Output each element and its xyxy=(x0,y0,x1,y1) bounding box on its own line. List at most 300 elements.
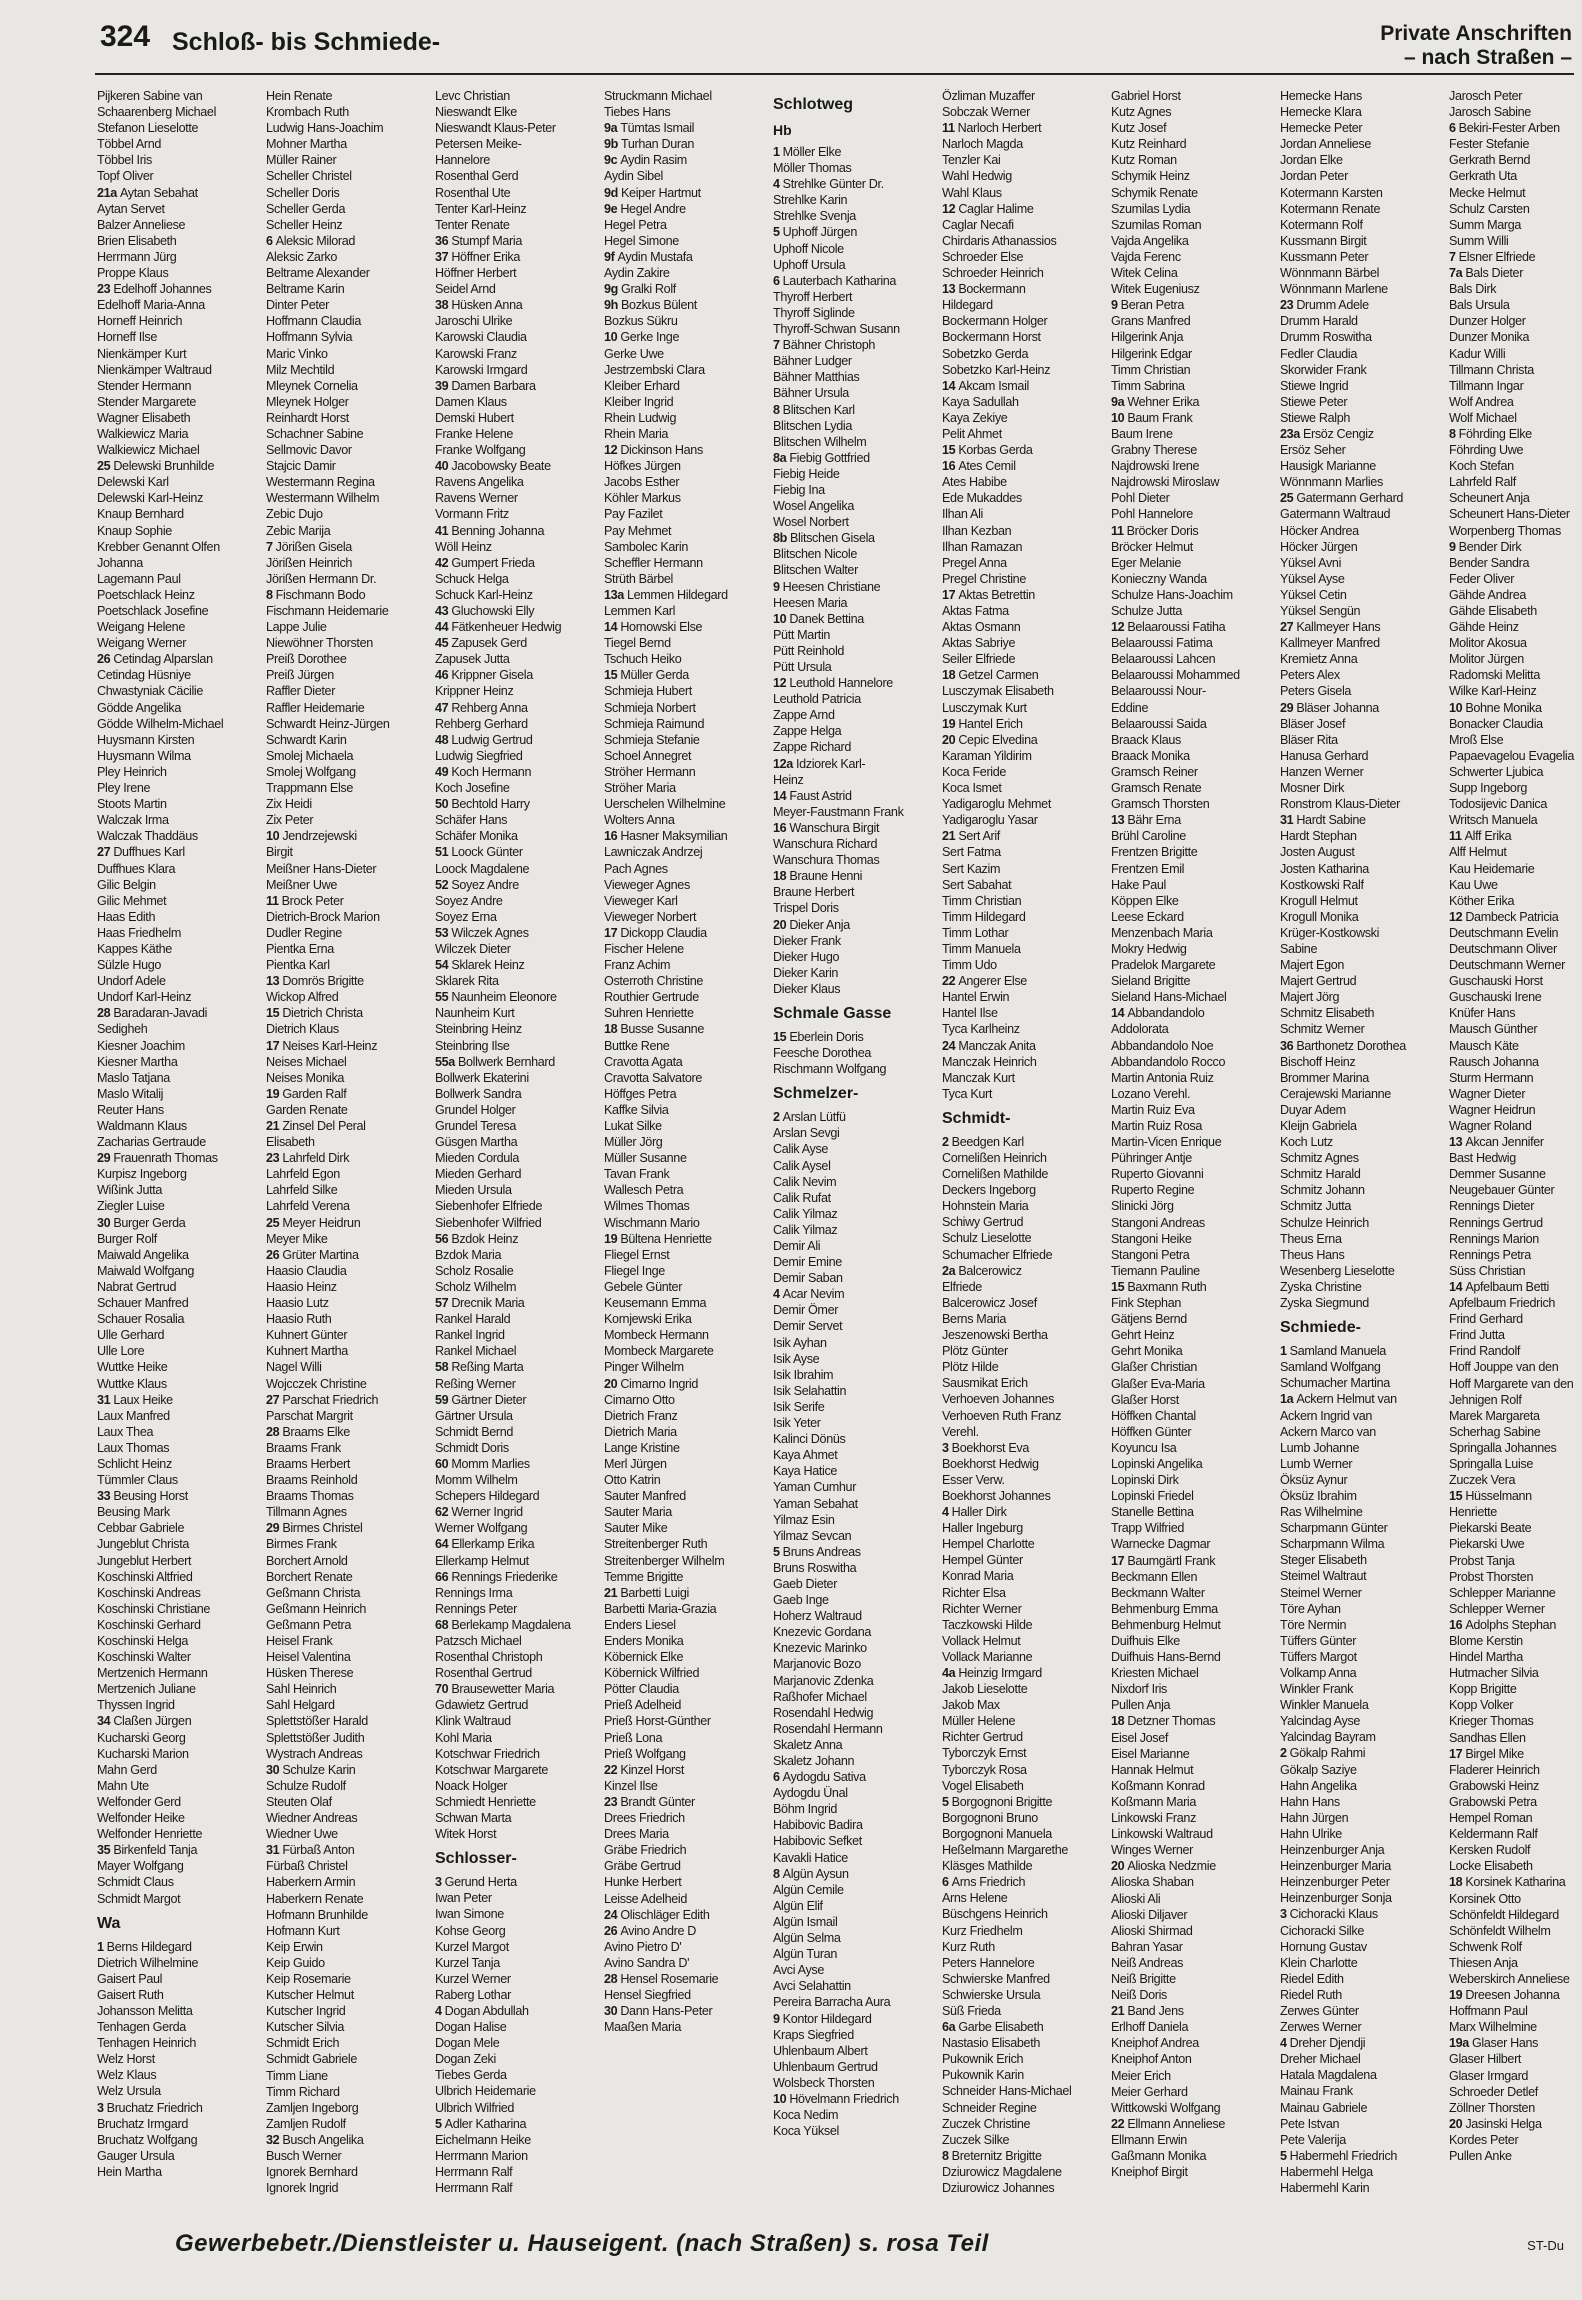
resident-entry xyxy=(604,1955,768,1971)
resident-name: Weigang Werner xyxy=(97,636,187,651)
directory-column xyxy=(95,88,263,2218)
resident-name: Zuczek Vera xyxy=(1449,1473,1516,1488)
resident-entry xyxy=(1280,1231,1444,1247)
resident-entry xyxy=(266,201,430,217)
resident-name: Skaletz Johann xyxy=(773,1754,855,1768)
resident-entry xyxy=(1280,88,1444,104)
resident-entry xyxy=(1449,683,1575,699)
resident-name: Ilhan Ali xyxy=(942,507,983,522)
resident-entry xyxy=(1280,1038,1444,1054)
resident-name: Isik Ibrahim xyxy=(773,1367,834,1382)
resident-entry xyxy=(97,941,261,957)
resident-name: Siebenhofer Elfriede xyxy=(435,1199,543,1214)
resident-name: Samland Manuela xyxy=(1289,1344,1386,1359)
resident-entry xyxy=(604,828,768,844)
resident-entry xyxy=(97,2083,261,2099)
resident-entry xyxy=(773,1608,937,1624)
house-number: 9a xyxy=(604,121,618,136)
resident-name: Leese Eckard xyxy=(1111,909,1184,924)
resident-entry xyxy=(942,571,1106,587)
resident-entry xyxy=(97,1778,261,1794)
resident-entry xyxy=(942,1198,1106,1214)
resident-name: Tavan Frank xyxy=(604,1167,670,1182)
resident-entry xyxy=(435,2132,599,2148)
resident-entry xyxy=(97,1713,261,1729)
resident-name: Birgit xyxy=(266,845,293,860)
resident-name: Schmidt Doris xyxy=(435,1440,509,1455)
resident-name: Zyska Christine xyxy=(1280,1279,1362,1294)
resident-name: Kostkowski Ralf xyxy=(1280,877,1364,892)
resident-name: Cetindag Hüsniye xyxy=(97,668,191,683)
house-number: 29 xyxy=(266,1521,280,1536)
house-number: 66 xyxy=(435,1569,449,1584)
resident-name: Pühringer Antje xyxy=(1111,1151,1192,1166)
resident-name: Kinzel Horst xyxy=(620,1762,685,1777)
house-number: 20 xyxy=(1111,1859,1125,1874)
resident-name: Mleynek Cornelia xyxy=(266,378,358,393)
resident-entry xyxy=(1449,1553,1575,1569)
resident-name: Höffner Erika xyxy=(451,249,521,264)
resident-entry xyxy=(1280,442,1444,458)
resident-entry xyxy=(1449,957,1575,973)
resident-entry xyxy=(604,1343,768,1359)
resident-entry xyxy=(435,1182,599,1198)
resident-name: Zacharias Gertraude xyxy=(97,1135,206,1150)
resident-entry xyxy=(435,909,599,925)
resident-name: Isik Serife xyxy=(773,1399,825,1414)
resident-name: Dudler Regine xyxy=(266,925,342,940)
resident-entry xyxy=(97,1054,261,1070)
resident-name: Schauer Rosalia xyxy=(97,1312,185,1327)
resident-entry xyxy=(266,152,430,168)
resident-entry xyxy=(1280,1520,1444,1536)
resident-entry xyxy=(604,1166,768,1182)
resident-name: Scholz Wilhelm xyxy=(435,1279,517,1294)
resident-name: Henriette xyxy=(1449,1505,1497,1520)
resident-name: Brandt Günter xyxy=(620,1794,695,1809)
resident-entry xyxy=(773,337,937,353)
resident-name: Alioski Ali xyxy=(1111,1891,1161,1906)
house-number: 18 xyxy=(773,869,787,884)
resident-name: Kaya Ahmet xyxy=(773,1448,838,1463)
resident-entry xyxy=(435,1536,599,1552)
resident-entry xyxy=(97,458,261,474)
resident-name: Mecke Helmut xyxy=(1449,185,1526,200)
resident-entry xyxy=(266,1440,430,1456)
resident-name: Baumgärtl Frank xyxy=(1127,1553,1216,1568)
resident-entry xyxy=(1449,861,1575,877)
resident-entry xyxy=(942,2132,1106,2148)
resident-name: Wystrach Andreas xyxy=(266,1746,363,1761)
resident-entry xyxy=(604,1488,768,1504)
resident-entry xyxy=(604,796,768,812)
resident-name: Theus Hans xyxy=(1280,1247,1345,1262)
resident-name: Isik Ayhan xyxy=(773,1335,827,1350)
resident-name: Schroeder Heinrich xyxy=(942,266,1044,281)
resident-name: Demmer Susanne xyxy=(1449,1167,1546,1182)
resident-entry xyxy=(1280,1488,1444,1504)
resident-name: Pete Valerija xyxy=(1280,2132,1346,2147)
resident-name: Majert Gertrud xyxy=(1280,974,1357,989)
resident-entry xyxy=(604,1601,768,1617)
resident-entry xyxy=(435,1392,599,1408)
resident-entry xyxy=(435,1713,599,1729)
resident-entry xyxy=(1280,1391,1444,1407)
resident-name: Avino Sandra D' xyxy=(604,1955,690,1970)
resident-name: Jeszenowski Bertha xyxy=(942,1328,1048,1343)
resident-entry xyxy=(942,378,1106,394)
resident-name: Belaaroussi Mohammed xyxy=(1111,668,1240,683)
resident-name: Stiewe Ralph xyxy=(1280,410,1351,425)
resident-name: Ackern Marco van xyxy=(1280,1424,1376,1439)
resident-entry xyxy=(435,1504,599,1520)
resident-entry xyxy=(435,1697,599,1713)
resident-name: Thyroff Herbert xyxy=(773,289,853,304)
resident-name: Knaup Sophie xyxy=(97,523,172,538)
resident-name: Hantel Ilse xyxy=(942,1006,998,1021)
resident-name: Poetschlack Josefine xyxy=(97,604,209,618)
house-number: 55 xyxy=(435,990,449,1005)
resident-entry xyxy=(266,796,430,812)
resident-entry xyxy=(1280,716,1444,732)
resident-entry xyxy=(1111,780,1275,796)
resident-name: Koschinski Andreas xyxy=(97,1585,201,1600)
house-number: 62 xyxy=(435,1505,449,1520)
resident-entry xyxy=(942,587,1106,603)
resident-name: Pullen Anke xyxy=(1449,2149,1512,2163)
resident-entry xyxy=(773,1914,937,1930)
resident-entry xyxy=(97,2132,261,2148)
resident-entry xyxy=(1449,426,1575,442)
resident-name: Algün Elif xyxy=(773,1898,823,1913)
resident-entry xyxy=(1111,1874,1275,1890)
resident-entry xyxy=(435,1231,599,1247)
resident-entry xyxy=(435,1038,599,1054)
resident-name: Kordes Peter xyxy=(1449,2132,1519,2147)
resident-name: Burger Rolf xyxy=(97,1231,157,1246)
resident-name: Sobetzko Gerda xyxy=(942,346,1029,361)
resident-entry xyxy=(604,1038,768,1054)
resident-name: Hahn Angelika xyxy=(1280,1778,1357,1793)
resident-entry xyxy=(1280,1247,1444,1263)
resident-name: Glaßer Eva-Maria xyxy=(1111,1376,1205,1391)
header-rule xyxy=(95,73,1574,75)
house-number: 23a xyxy=(1280,426,1300,441)
resident-name: Koschinski Gerhard xyxy=(97,1617,201,1632)
resident-name: Feder Oliver xyxy=(1449,571,1515,586)
resident-entry xyxy=(773,836,937,852)
resident-name: Jacobowsky Beate xyxy=(451,459,551,474)
resident-name: Baradaran-Javadi xyxy=(113,1006,208,1021)
resident-entry xyxy=(1280,1021,1444,1037)
resident-entry xyxy=(97,185,261,201)
resident-entry xyxy=(266,1359,430,1375)
resident-name: Springalla Luise xyxy=(1449,1456,1534,1471)
house-number: 37 xyxy=(435,249,449,264)
resident-name: Schulze Heinrich xyxy=(1280,1215,1369,1230)
resident-entry xyxy=(97,1762,261,1778)
resident-entry xyxy=(1280,2148,1444,2164)
resident-name: Vormann Fritz xyxy=(435,507,509,522)
resident-name: Springalla Johannes xyxy=(1449,1440,1557,1455)
resident-entry xyxy=(604,362,768,378)
resident-entry xyxy=(773,2011,937,2027)
resident-entry xyxy=(1449,764,1575,780)
resident-entry xyxy=(942,1408,1106,1424)
resident-entry xyxy=(1280,1955,1444,1971)
resident-name: Schwenk Rolf xyxy=(1449,1939,1522,1954)
resident-name: Lagemann Paul xyxy=(97,571,181,586)
resident-name: Rankel Michael xyxy=(435,1344,517,1359)
resident-name: Wiedner Andreas xyxy=(266,1811,358,1826)
resident-entry xyxy=(1449,780,1575,796)
resident-entry xyxy=(1280,2164,1444,2180)
resident-entry xyxy=(1111,861,1275,877)
resident-name: Gaeb Inge xyxy=(773,1593,829,1608)
resident-name: Kiesner Martha xyxy=(97,1054,178,1069)
house-number: 6 xyxy=(773,273,780,288)
resident-name: Heinzenburger Sonja xyxy=(1280,1891,1392,1906)
resident-entry xyxy=(1111,217,1275,233)
resident-name: Cimarno Otto xyxy=(604,1392,675,1407)
resident-name: Schäfer Monika xyxy=(435,829,518,844)
resident-name: Jörißen Heinrich xyxy=(266,555,353,570)
resident-name: Braune Henni xyxy=(789,869,863,884)
resident-name: Bockermann Holger xyxy=(942,314,1048,329)
resident-name: Gaßmann Monika xyxy=(1111,2149,1207,2163)
resident-name: Rosenthal Gerd xyxy=(435,169,519,184)
street-subheading: Hb xyxy=(773,122,792,138)
resident-name: Hunke Herbert xyxy=(604,1875,682,1890)
resident-name: Scherhag Sabine xyxy=(1449,1424,1541,1439)
resident-entry xyxy=(435,378,599,394)
resident-entry xyxy=(435,1215,599,1231)
resident-entry xyxy=(266,893,430,909)
resident-name: Grabny Therese xyxy=(1111,443,1197,458)
resident-name: Dziurowicz Magdalene xyxy=(942,2164,1062,2179)
resident-entry xyxy=(435,1617,599,1633)
section-title-line-2: – nach Straßen – xyxy=(1403,46,1572,69)
directory-column xyxy=(1447,88,1575,2218)
resident-entry xyxy=(1280,168,1444,184)
resident-entry xyxy=(435,619,599,635)
resident-entry xyxy=(1280,1601,1444,1617)
resident-entry xyxy=(1280,651,1444,667)
resident-name: Tüffers Günter xyxy=(1280,1633,1357,1648)
house-number: 27 xyxy=(97,845,111,860)
resident-name: Tiemann Pauline xyxy=(1111,1263,1200,1278)
house-number: 14 xyxy=(1111,1006,1125,1021)
resident-name: Wickop Alfred xyxy=(266,990,339,1005)
resident-name: Werner Ingrid xyxy=(451,1505,523,1520)
resident-name: Todosijevic Danica xyxy=(1449,797,1547,812)
resident-name: Fürbaß Anton xyxy=(282,1843,355,1858)
resident-entry xyxy=(604,780,768,796)
resident-name: Hemecke Klara xyxy=(1280,105,1362,120)
resident-name: Steinbring Ilse xyxy=(435,1038,510,1053)
resident-name: Kurpisz Ingeborg xyxy=(97,1167,187,1182)
resident-entry xyxy=(773,804,937,820)
resident-entry xyxy=(942,861,1106,877)
resident-entry xyxy=(97,844,261,860)
house-number: 6 xyxy=(266,233,273,248)
resident-name: Kotermann Renate xyxy=(1280,201,1381,216)
resident-name: Hornung Gustav xyxy=(1280,1939,1367,1954)
resident-entry xyxy=(1280,941,1444,957)
resident-name: Sklarek Heinz xyxy=(451,958,525,973)
resident-entry xyxy=(942,88,1106,104)
resident-entry xyxy=(773,1351,937,1367)
resident-name: Sülzle Hugo xyxy=(97,958,162,973)
resident-name: Demir Ömer xyxy=(773,1303,839,1318)
resident-name: Wischmann Mario xyxy=(604,1215,700,1230)
resident-entry xyxy=(97,1858,261,1874)
resident-name: Wosel Angelika xyxy=(773,499,854,514)
resident-name: Franz Achim xyxy=(604,958,671,973)
resident-entry xyxy=(266,1408,430,1424)
resident-entry xyxy=(97,1166,261,1182)
resident-entry xyxy=(942,877,1106,893)
resident-entry xyxy=(1280,410,1444,426)
resident-entry xyxy=(97,1472,261,1488)
resident-name: Hein Renate xyxy=(266,89,333,103)
resident-entry xyxy=(942,635,1106,651)
resident-name: Höcker Andrea xyxy=(1280,523,1359,538)
resident-entry xyxy=(435,796,599,812)
resident-name: Vieweger Norbert xyxy=(604,909,697,924)
resident-name: Frind Randolf xyxy=(1449,1344,1521,1359)
resident-entry xyxy=(266,297,430,313)
resident-entry xyxy=(1449,603,1575,619)
resident-name: Taczkowski Hilde xyxy=(942,1617,1033,1632)
resident-entry xyxy=(773,1946,937,1962)
resident-entry xyxy=(942,217,1106,233)
resident-entry xyxy=(1449,2148,1575,2164)
resident-entry xyxy=(773,176,937,192)
resident-entry xyxy=(435,249,599,265)
street-heading: Schmale Gasse xyxy=(773,1004,892,1022)
resident-name: Strehlke Günter Dr. xyxy=(782,177,884,192)
resident-entry xyxy=(1449,635,1575,651)
resident-entry xyxy=(1449,136,1575,152)
resident-entry xyxy=(942,442,1106,458)
resident-name: Glaser Irmgard xyxy=(1449,2068,1529,2083)
resident-entry xyxy=(604,1681,768,1697)
resident-name: Mombeck Hermann xyxy=(604,1328,709,1343)
resident-name: Poetschlack Heinz xyxy=(97,587,195,602)
resident-entry xyxy=(1111,1955,1275,1971)
resident-name: Welfonder Heike xyxy=(97,1811,185,1826)
house-number: 6 xyxy=(1449,121,1456,136)
resident-name: Aydogdu Sativa xyxy=(782,1770,866,1785)
resident-entry xyxy=(1449,233,1575,249)
resident-entry xyxy=(1111,2051,1275,2067)
resident-name: Schmitz Harald xyxy=(1280,1167,1361,1182)
resident-entry xyxy=(266,1295,430,1311)
resident-name: Ulle Lore xyxy=(97,1344,145,1359)
resident-name: Stangoni Petra xyxy=(1111,1247,1190,1262)
resident-entry xyxy=(266,748,430,764)
resident-entry xyxy=(604,909,768,925)
resident-entry xyxy=(1280,297,1444,313)
resident-entry xyxy=(1111,136,1275,152)
resident-name: Duyar Adem xyxy=(1280,1102,1346,1117)
house-number: 4 xyxy=(435,2003,442,2018)
resident-name: Pukownik Karin xyxy=(942,2068,1024,2083)
resident-entry xyxy=(266,539,430,555)
house-number: 7 xyxy=(266,539,273,554)
resident-name: Wilke Karl-Heinz xyxy=(1449,684,1537,699)
resident-name: Haasio Claudia xyxy=(266,1263,347,1278)
resident-name: Gerkrath Uta xyxy=(1449,169,1517,184)
resident-name: Grüter Martina xyxy=(282,1247,359,1262)
resident-name: Soyez Andre xyxy=(435,893,503,908)
resident-entry xyxy=(1449,1874,1575,1890)
resident-name: Wallesch Petra xyxy=(604,1183,684,1198)
resident-entry xyxy=(604,716,768,732)
resident-name: Cornelißen Heinrich xyxy=(942,1151,1047,1165)
resident-name: Dietrich-Brock Marion xyxy=(266,909,380,924)
resident-name: Narloch Magda xyxy=(942,137,1023,152)
resident-entry xyxy=(773,659,937,675)
resident-entry xyxy=(942,1038,1106,1054)
resident-entry xyxy=(773,675,937,691)
resident-name: Vajda Angelika xyxy=(1111,233,1189,248)
resident-name: Knaup Bernhard xyxy=(97,507,184,522)
resident-entry xyxy=(266,1118,430,1134)
resident-name: Gödde Angelika xyxy=(97,700,182,715)
resident-entry xyxy=(1449,555,1575,571)
resident-entry xyxy=(1280,1713,1444,1729)
resident-entry xyxy=(942,1054,1106,1070)
resident-name: Sklarek Rita xyxy=(435,974,499,989)
resident-entry xyxy=(773,707,937,723)
resident-name: Timm Liane xyxy=(266,2068,328,2083)
resident-name: Bruns Roswitha xyxy=(773,1560,857,1575)
resident-entry xyxy=(1449,989,1575,1005)
resident-entry xyxy=(1111,1762,1275,1778)
resident-entry xyxy=(1111,1601,1275,1617)
resident-entry xyxy=(435,2003,599,2019)
resident-entry xyxy=(1280,1665,1444,1681)
resident-entry xyxy=(1449,1810,1575,1826)
resident-name: Jungeblut Christa xyxy=(97,1537,190,1552)
resident-entry xyxy=(435,394,599,410)
house-number: 8 xyxy=(773,402,780,417)
resident-name: Büschgens Heinrich xyxy=(942,1907,1048,1922)
resident-entry xyxy=(1280,281,1444,297)
resident-entry xyxy=(1449,1601,1575,1617)
resident-entry xyxy=(773,273,937,289)
resident-entry xyxy=(435,2100,599,2116)
resident-name: Pley Irene xyxy=(97,781,151,796)
resident-name: Erlhoff Daniela xyxy=(1111,2020,1189,2035)
resident-name: Rausch Johanna xyxy=(1449,1054,1539,1069)
resident-entry xyxy=(97,1633,261,1649)
resident-entry xyxy=(1111,233,1275,249)
resident-name: Aydogdu Ünal xyxy=(773,1786,848,1801)
resident-name: Koca Yüksel xyxy=(773,2124,839,2139)
resident-name: Bähner Matthias xyxy=(773,370,860,385)
resident-name: Koschinski Christiane xyxy=(97,1601,211,1616)
house-number: 24 xyxy=(604,1907,618,1922)
resident-entry xyxy=(604,152,768,168)
resident-entry xyxy=(1111,1488,1275,1504)
resident-entry xyxy=(1449,1504,1575,1520)
resident-entry xyxy=(1449,410,1575,426)
resident-name: Fürbaß Christel xyxy=(266,1859,348,1874)
resident-entry xyxy=(266,88,430,104)
